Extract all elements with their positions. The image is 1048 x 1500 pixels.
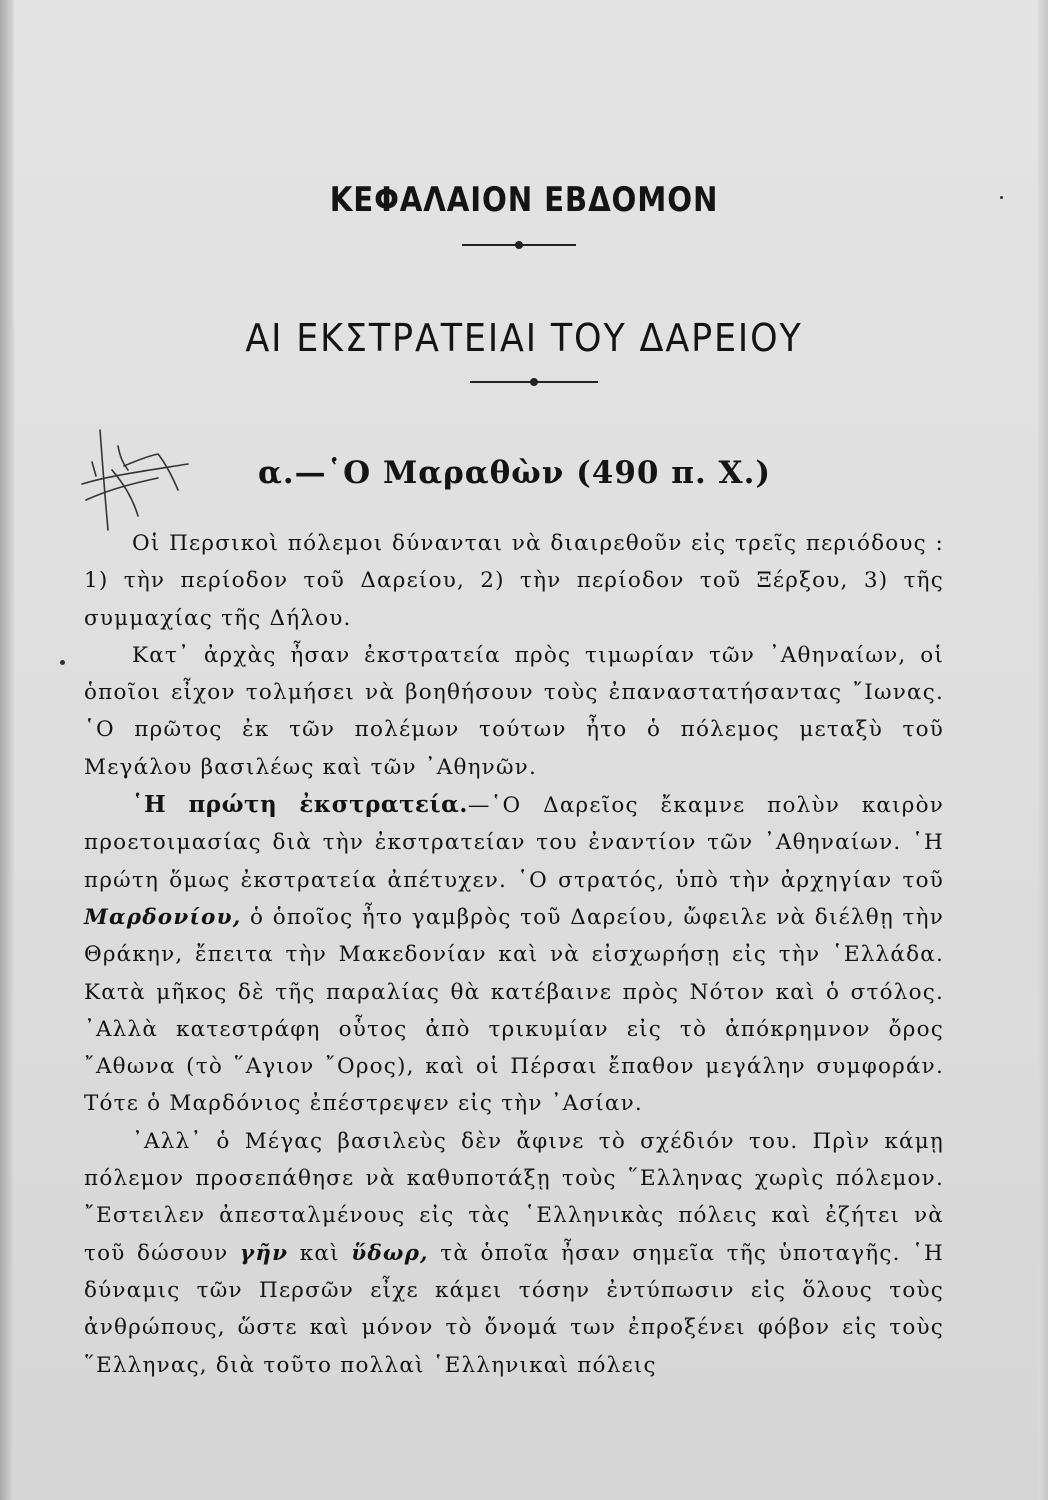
- rule-ornament-dot: [530, 378, 538, 386]
- paragraph: [84, 1123, 944, 1384]
- ornamental-rule-top: [462, 244, 576, 246]
- emphasized-name: Μαρδονίου,: [84, 904, 242, 930]
- paragraph-text: ᾿Αλλ᾿ ὁ Μέγας βασιλεὺς δὲν ἄφινε τὸ σχέδιόν του. Πρὶν κάμῃ πόλεμον προσεπάθησε νὰ καθυποτάξῃ τοὺς ῞Ελληνας χωρὶς πόλεμον. ῎Εστειλεν ἀπεσταλμένους εἰς τὰς ῾Ελληνικὰς πόλεις καὶ ἐζήτει νὰ τοῦ δώσουν: [84, 1128, 944, 1266]
- paragraph-text: ὁ ὁποῖος ἦτο γαμβρὸς τοῦ Δαρείου, ὤφειλε νὰ διέλθῃ τὴν Θράκην, ἔπειτα τὴν Μακεδονίαν καὶ νὰ εἰσχωρήσῃ εἰς τὴν ῾Ελλάδα. Κατὰ μῆκος δὲ τῆς παραλίας θὰ κατέβαινε πρὸς Νότον καὶ ὁ στόλος. ᾿Αλλὰ κατεστράφη οὗτος ἀπὸ τρικυμίαν εἰς τὸ ἀπόκρημνον ὄρος ῎Αθωνα (τὸ ῞Αγιον ῎Ορος), καὶ οἱ Πέρσαι ἔπαθον μεγάλην συμφοράν. Τότε ὁ Μαρδόνιος ἐπέστρεψεν εἰς τὴν ᾿Ασίαν.: [84, 904, 944, 1117]
- subsection-heading: α.—῾Ο Μαραθὼν (490 π. Χ.): [258, 455, 772, 491]
- emphasized-word: ὕδωρ,: [351, 1240, 429, 1266]
- rule-ornament-dot: [515, 241, 523, 249]
- paragraph-lead-heading: ῾Η πρώτη ἐκστρατεία.: [132, 791, 468, 819]
- paragraph: [84, 786, 944, 1123]
- paragraph-text: ῾Ο Δαρεῖος ἔκαμνε πολὺν καιρὸν προετοιμασίας διὰ τὴν ἐκστρατείαν του ἐναντίον τῶν ᾿Αθηναίων. ῾Η πρώτη ὅμως ἐκστρατεία ἀπέτυχεν. ῾Ο στρατός, ὑπὸ τὴν ἀρχηγίαν τοῦ: [84, 793, 944, 893]
- ink-speck: [60, 660, 65, 665]
- ink-speck: [1000, 196, 1003, 199]
- handwritten-mark-icon: [78, 426, 190, 536]
- section-title: ΑΙ ΕΚΣΤΡΑΤΕΙΑΙ ΤΟΥ ΔΑΡΕΙΟΥ: [245, 316, 803, 360]
- lead-dash: —: [467, 793, 491, 819]
- ornamental-rule-bottom: [470, 381, 598, 383]
- body-text: [84, 525, 944, 1384]
- paragraph-text: καὶ: [288, 1240, 352, 1266]
- paragraph: Κατ᾿ ἀρχὰς ἦσαν ἐκστρατεία πρὸς τιμωρίαν τῶν ᾿Αθηναίων, οἱ ὁποῖοι εἶχον τολμήσει νὰ βοηθήσουν τοὺς ἐπαναστατήσαντας ῎Ιωνας. ῾Ο πρῶτος ἐκ τῶν πολέμων τούτων ἦτο ὁ πόλεμος μεταξὺ τοῦ Μεγάλου βασιλέως καὶ τῶν ᾿Αθηνῶν.: [84, 642, 944, 780]
- page-binding-edge: [0, 0, 14, 1500]
- emphasized-word: γῆν: [239, 1240, 289, 1266]
- paragraph: Οἱ Περσικοὶ πόλεμοι δύνανται νὰ διαιρεθοῦν εἰς τρεῖς περιόδους : 1) τὴν περίοδον τοῦ Δαρείου, 2) τὴν περίοδον τοῦ Ξέρξου, 3) τῆς συμμαχίας τῆς Δήλου.: [84, 531, 944, 631]
- page-right-edge: [1038, 0, 1048, 1500]
- paragraph-text: τὰ ὁποῖα ἦσαν σημεῖα τῆς ὑποταγῆς. ῾Η δύναμις τῶν Περσῶν εἶχε κάμει τόσην ἐντύπωσιν εἰς ὅλους τοὺς ἀνθρώπους, ὥστε καὶ μόνον τὸ ὄνομά των ἐπροξένει φόβον εἰς τοὺς ῞Ελληνας, διὰ τοῦτο πολλαὶ ῾Ελληνικαὶ πόλεις: [84, 1240, 944, 1378]
- chapter-title: ΚΕΦΑΛΑΙΟΝ ΕΒΔΟΜΟΝ: [329, 180, 719, 220]
